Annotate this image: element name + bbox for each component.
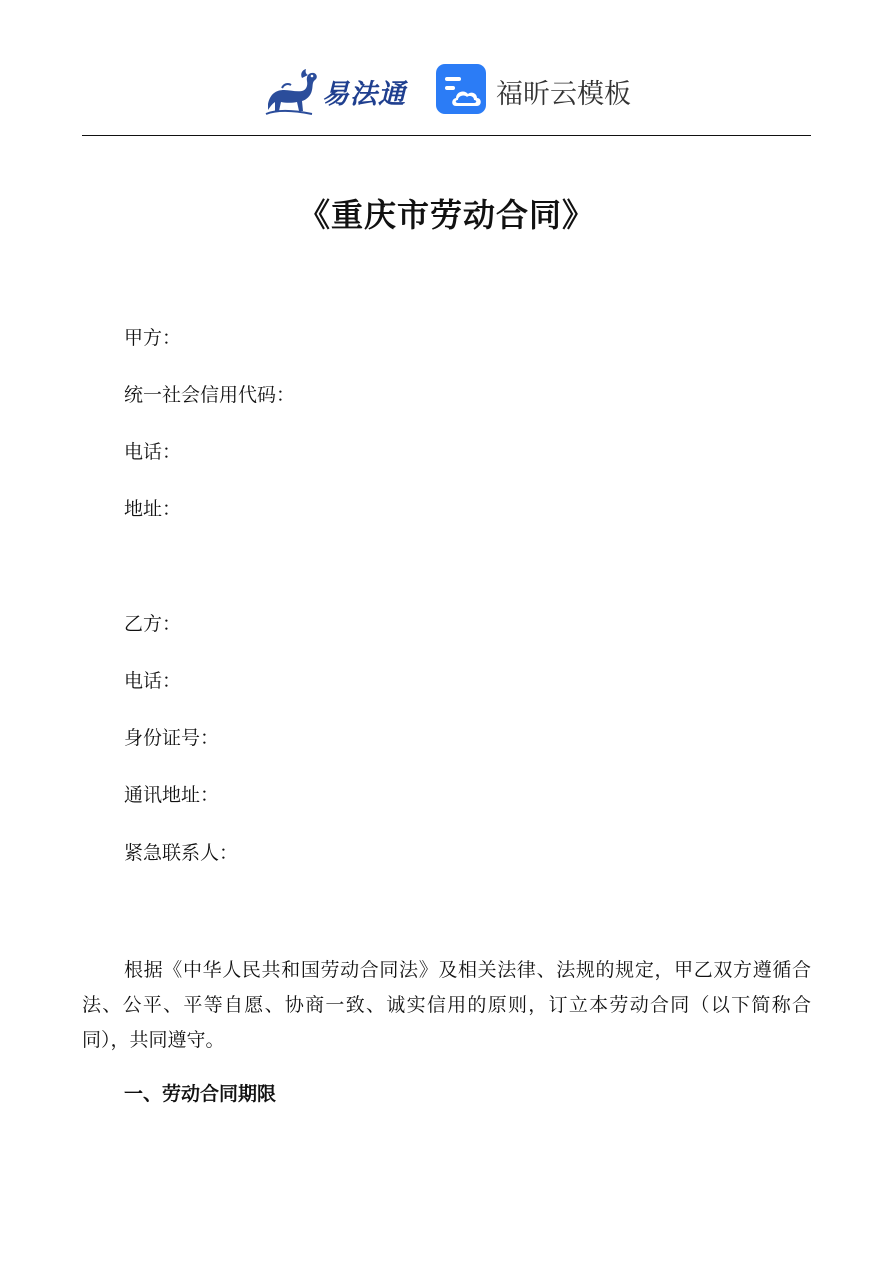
yifatong-brand-text: 易法通 (322, 78, 406, 110)
party-b-id-label: 身份证号： (124, 727, 220, 749)
fuxin-logo (436, 64, 631, 118)
party-a-label: 甲方： (124, 327, 182, 349)
fuxin-brand-text: 福昕云模板 (496, 78, 631, 110)
header-divider (82, 135, 811, 136)
document-title: 《重庆市劳动合同》 (297, 196, 595, 234)
intro-paragraph: 根据《中华人民共和国劳动合同法》及相关法律、法规的规定，甲乙双方遵循合法、公平、平等自愿、协商一致、诚实信用的原则，订立本劳动合同（以下简称合同），共同遵守。 (82, 959, 811, 1051)
page-header (0, 58, 893, 122)
qilin-mascot-icon (262, 64, 320, 118)
party-b-phone-label: 电话： (124, 670, 182, 692)
section-1-heading: 一、劳动合同期限 (124, 1083, 277, 1105)
party-b-label: 乙方： (124, 613, 182, 635)
party-b-mail-address-label: 通讯地址： (124, 784, 220, 806)
party-a-phone-label: 电话： (124, 441, 182, 463)
party-a-address-label: 地址： (124, 498, 182, 520)
party-b-emergency-contact-label: 紧急联系人： (124, 842, 239, 864)
party-a-credit-code-label: 统一社会信用代码： (124, 384, 296, 406)
cloud-document-icon (436, 64, 486, 118)
yifatong-logo (262, 64, 406, 118)
